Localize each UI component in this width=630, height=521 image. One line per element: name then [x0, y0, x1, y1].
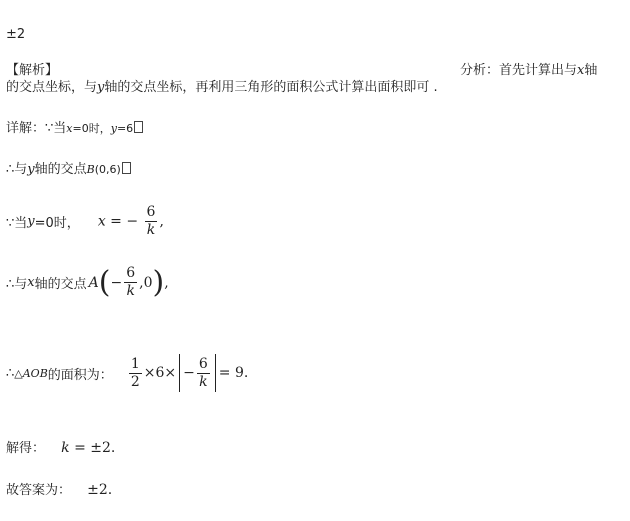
detail-line [6, 121, 143, 137]
y0-comma: , [159, 213, 164, 230]
solve-line [6, 440, 115, 457]
analysis-header [6, 63, 58, 79]
right-paren: ) [152, 264, 165, 300]
left-paren: ( [98, 264, 111, 300]
answer-top-text: ±2 [6, 27, 26, 42]
final-value: ±2. [87, 482, 113, 498]
point-a-x: x [27, 275, 35, 290]
analysis-var-x: x [577, 63, 585, 78]
detail-eq0: =0时， [72, 122, 111, 135]
point-b-coords: (0,6) [94, 163, 121, 176]
point-a-comma: , [164, 274, 169, 291]
abs-bar-left [179, 354, 180, 392]
analysis-label: 分析： [460, 63, 500, 78]
analysis-text-2: 轴 [584, 63, 598, 78]
analysis-line2-a: 的交点坐标，与 [6, 80, 98, 95]
point-a-num: 6 [126, 265, 136, 281]
detail-y: y [110, 122, 117, 135]
point-a-formula [89, 265, 169, 300]
area-mid: 的面积为： [47, 367, 113, 383]
detail-x: x [66, 122, 73, 135]
detail-prefix: 详解：∵当 [6, 121, 67, 136]
solve-value: = ±2. [74, 440, 116, 456]
area-abs-fraction [197, 356, 210, 391]
final-label: 故答案为： [6, 483, 72, 498]
area-result: = 9. [218, 365, 249, 381]
analysis-line-2 [6, 80, 438, 96]
analysis-intro [460, 63, 597, 79]
analysis-line2-b: 轴的交点坐标，再利用三角形的面积公式计算出面积即可 . [104, 80, 438, 95]
y0-y: y [27, 214, 35, 229]
y0-den: k [145, 221, 158, 239]
area-formula [127, 354, 249, 392]
point-b-y: y [27, 162, 35, 177]
y0-line [6, 204, 164, 239]
area-half-den: 2 [130, 373, 140, 390]
point-b-mid: 轴的交点 [34, 162, 87, 177]
area-line [6, 354, 248, 392]
point-a-den: k [124, 282, 137, 300]
point-a-mid: 轴的交点 [34, 277, 87, 292]
area-half-num: 1 [130, 355, 140, 372]
abs-bar-right [215, 354, 216, 392]
point-b-prefix: ∴与 [6, 162, 28, 177]
analysis-var-y: y [97, 80, 105, 95]
area-half-fraction [129, 356, 142, 391]
detail-eq6: =6 [116, 122, 134, 135]
y0-fraction [145, 204, 158, 239]
y0-formula [98, 204, 164, 239]
area-abs-minus: − [183, 365, 195, 381]
analysis-text-1: 首先计算出与 [499, 63, 578, 78]
area-prefix: ∴ [6, 365, 15, 381]
missing-glyph-box [122, 162, 131, 174]
solve-label: 解得： [6, 441, 46, 456]
y0-x: x [97, 213, 106, 230]
final-line [6, 482, 112, 499]
solve-formula [61, 440, 115, 456]
point-a-minus: − [110, 274, 123, 291]
point-a-line [6, 265, 169, 300]
point-b-line [6, 162, 131, 178]
point-a-label: A [88, 274, 99, 291]
y0-prefix: ∵当 [6, 216, 28, 231]
point-b-label: B [86, 163, 95, 176]
y0-eq: = − [110, 213, 139, 230]
missing-glyph-box [134, 121, 143, 133]
area-times6: ×6× [143, 365, 177, 381]
point-a-fraction [124, 265, 137, 300]
point-a-rest: ,0 [139, 274, 153, 291]
y0-num: 6 [146, 204, 156, 220]
area-abs-den: k [197, 373, 210, 391]
area-abs-num: 6 [198, 355, 208, 372]
answer-top [6, 27, 25, 43]
y0-mid: =0时， [34, 216, 80, 231]
area-triangle: △AOB [14, 366, 48, 380]
analysis-header-text: 【解析】 [6, 63, 59, 78]
point-a-prefix: ∴与 [6, 277, 28, 292]
solve-k: k [61, 440, 70, 456]
